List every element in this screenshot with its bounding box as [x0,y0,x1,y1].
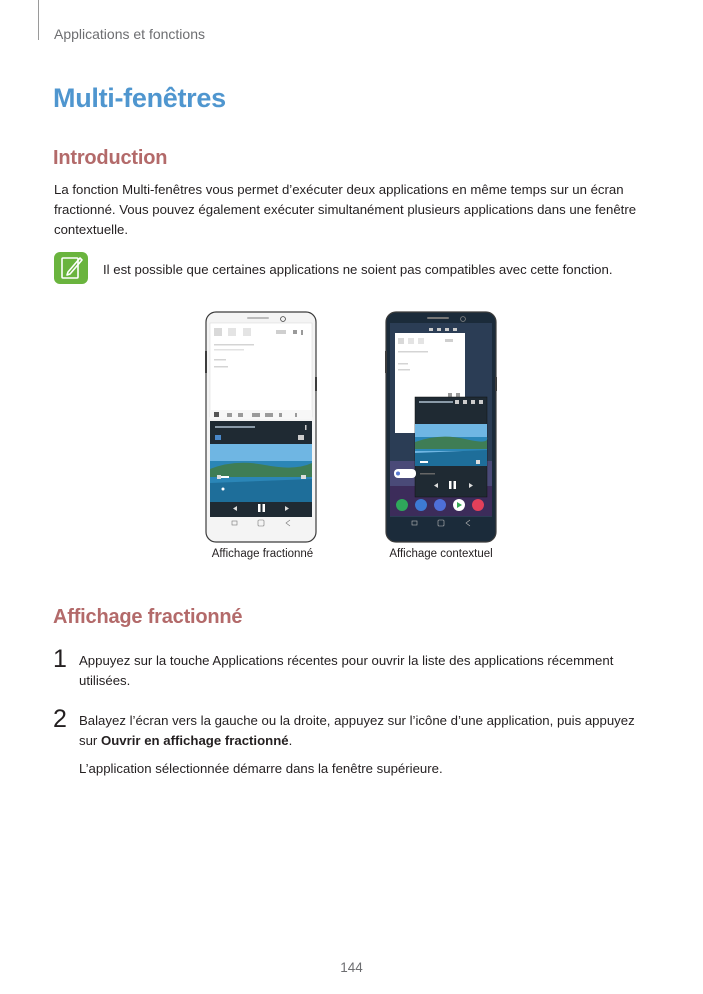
split-view-phone-illustration [205,311,317,543]
step-2-number: 2 [53,705,67,733]
step-2-line-2-prefix: sur [79,733,101,748]
step-1-line-1: Appuyez sur la touche Applications récentes pour ouvrir la liste des applications récemment [79,653,614,668]
note-text: Il est possible que certaines applications ne soient pas compatibles avec cette fonction. [103,262,613,277]
side-rule [38,0,39,40]
step-2-line-1: Balayez l’écran vers la gauche ou la droite, appuyez sur l’icône d’une application, puis appuyez [79,713,635,728]
step-2-line-2-suffix: . [288,733,293,748]
intro-line-3: contextuelle. [54,222,129,237]
intro-paragraph [54,180,636,240]
popup-view-phone-illustration [385,311,497,543]
split-view-option-label: Ouvrir en affichage fractionné [100,733,289,748]
split-section-heading: Affichage fractionné [53,606,243,628]
step-2-line-2 [79,731,635,751]
note-icon [54,252,88,284]
intro-heading: Introduction [53,147,168,169]
step-1-line-2: utilisées. [79,673,131,688]
popup-view-caption: Affichage contextuel [389,548,493,560]
intro-line-1: La fonction Multi-fenêtres vous permet d’exécuter deux applications en même temps sur un écran [54,182,624,197]
step-2-result: L’application sélectionnée démarre dans la fenêtre supérieure. [79,761,443,776]
split-view-caption: Affichage fractionné [211,548,314,560]
step-1-number: 1 [53,645,67,673]
page-number: 144 [340,960,363,975]
intro-line-2: fractionné. Vous pouvez également exécuter simultanément plusieurs applications dans une fenêtre [54,202,637,217]
page-title: Multi-fenêtres [53,83,226,113]
step-1-text [79,651,613,691]
step-2-text [79,711,635,751]
running-header: Applications et fonctions [54,26,205,42]
